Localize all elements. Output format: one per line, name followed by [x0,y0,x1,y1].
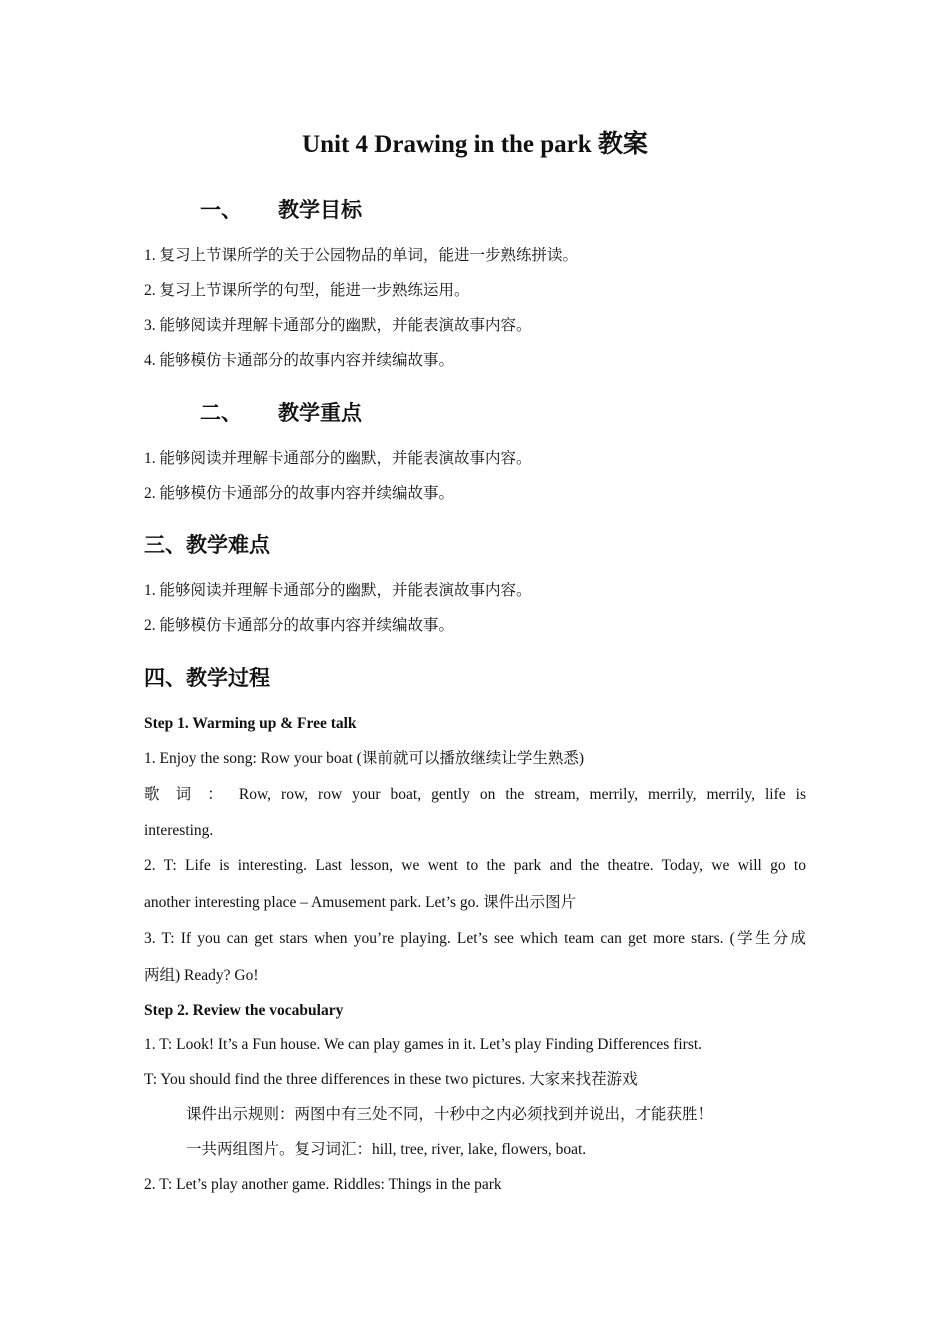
difficulty-item: 1. 能够阅读并理解卡通部分的幽默，并能表演故事内容。 [144,582,532,599]
step1-line: interesting. [144,822,214,839]
section-heading-process: 四、教学过程 [144,666,270,690]
step1-title: Step 1. Warming up & Free talk [144,715,357,732]
step2-line: 一共两组图片。复习词汇：hill, tree, river, lake, flowers, boat. [186,1141,587,1158]
step1-line: another interesting place – Amusement park. Let’s go. 课件出示图片 [144,894,577,911]
objective-item: 3. 能够阅读并理解卡通部分的幽默，并能表演故事内容。 [144,317,532,334]
section-heading-difficulties: 三、教学难点 [144,533,270,557]
section-heading-objectives [200,194,362,224]
step1-line: 两组) Ready? Go! [144,967,259,984]
section-number: 一、 [200,198,242,222]
key-point-item: 1. 能够阅读并理解卡通部分的幽默，并能表演故事内容。 [144,450,532,467]
section-label: 教学重点 [278,401,362,425]
difficulty-item: 2. 能够模仿卡通部分的故事内容并续编故事。 [144,617,455,634]
step2-line: T: You should find the three differences in these two pictures. 大家来找茬游戏 [144,1071,638,1088]
section-heading-key-points [200,397,362,427]
step2-line: 1. T: Look! It’s a Fun house. We can play games in it. Let’s play Finding Differences first. [144,1036,703,1053]
step1-line: 2. T: Life is interesting. Last lesson, we went to the park and the theatre. Today, we will go to [144,857,806,874]
document-title: Unit 4 Drawing in the park 教案 [302,131,648,158]
step2-line: 课件出示规则：两图中有三处不同，十秒中之内必须找到并说出，才能获胜！ [186,1106,714,1123]
section-label: 教学目标 [278,198,362,222]
step1-line: 歌 词 ： Row, row, row your boat, gently on the stream, merrily, merrily, merrily, life is [144,786,806,803]
step1-line: 3. T: If you can get stars when you’re playing. Let’s see which team can get more stars. (学生分成 [144,930,806,947]
step2-line: 2. T: Let’s play another game. Riddles: Things in the park [144,1176,502,1193]
objective-item: 1. 复习上节课所学的关于公园物品的单词，能进一步熟练拼读。 [144,247,579,264]
key-point-item: 2. 能够模仿卡通部分的故事内容并续编故事。 [144,485,455,502]
section-number: 二、 [200,401,242,425]
step2-title: Step 2. Review the vocabulary [144,1002,344,1019]
objective-item: 2. 复习上节课所学的句型，能进一步熟练运用。 [144,282,470,299]
step1-line: 1. Enjoy the song: Row your boat (课前就可以播放继续让学生熟悉) [144,750,585,767]
objective-item: 4. 能够模仿卡通部分的故事内容并续编故事。 [144,352,455,369]
